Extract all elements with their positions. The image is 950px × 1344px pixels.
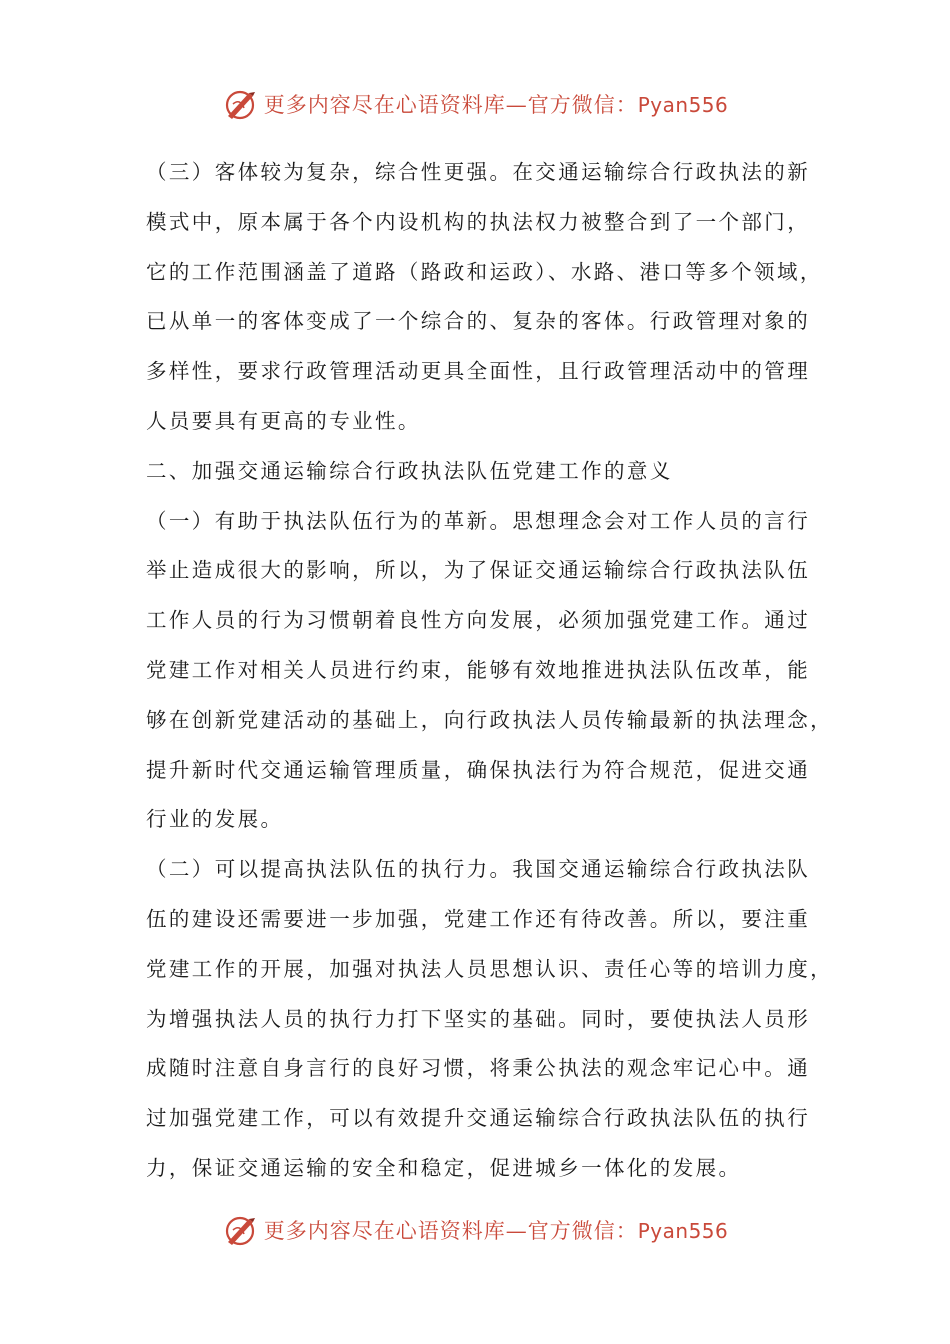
footer-banner [0, 1210, 950, 1250]
pen-in-circle-icon [222, 86, 258, 122]
body-line: （二）可以提高执法队伍的执行力。我国交通运输综合行政执法队 [146, 857, 811, 882]
body-line: （一）有助于执法队伍行为的革新。思想理念会对工作人员的言行 [146, 508, 811, 533]
document-body [146, 148, 833, 1194]
header-banner-main: 更多内容尽在心语资料库—官方微信： [263, 93, 638, 117]
body-line: 够在创新党建活动的基础上，向行政执法人员传输最新的执法理念， [146, 707, 833, 732]
body-line: 多样性，要求行政管理活动更具全面性，且行政管理活动中的管理 [146, 359, 811, 384]
body-line: 伍的建设还需要进一步加强，党建工作还有待改善。所以，要注重 [146, 906, 811, 931]
body-line: 党建工作的开展，加强对执法人员思想认识、责任心等的培训力度， [146, 956, 833, 981]
body-line: 举止造成很大的影响，所以，为了保证交通运输综合行政执法队伍 [146, 558, 811, 583]
body-line: 力，保证交通运输的安全和稳定，促进城乡一体化的发展。 [146, 1155, 742, 1180]
body-line: 过加强党建工作，可以有效提升交通运输综合行政执法队伍的执行 [146, 1106, 811, 1131]
footer-banner-text [264, 1215, 729, 1245]
pen-in-circle-icon [222, 1212, 258, 1248]
body-line: 工作人员的行为习惯朝着良性方向发展，必须加强党建工作。通过 [146, 608, 811, 633]
body-line: 行业的发展。 [146, 807, 284, 832]
body-line: 党建工作对相关人员进行约束，能够有效地推进执法队伍改革，能 [146, 657, 811, 682]
body-line: 模式中，原本属于各个内设机构的执法权力被整合到了一个部门， [146, 209, 811, 234]
body-line: 为增强执法人员的执行力打下坚实的基础。同时，要使执法人员形 [146, 1006, 811, 1031]
body-line: 它的工作范围涵盖了道路（路政和运政）、水路、港口等多个领域， [146, 259, 823, 284]
body-line: 人员要具有更高的专业性。 [146, 408, 421, 433]
section-heading: 二、加强交通运输综合行政执法队伍党建工作的意义 [146, 458, 673, 483]
header-banner [0, 84, 950, 124]
body-line: 已从单一的客体变成了一个综合的、复杂的客体。行政管理对象的 [146, 309, 811, 334]
header-banner-text [264, 89, 729, 119]
body-line: 提升新时代交通运输管理质量，确保执法行为符合规范，促进交通 [146, 757, 811, 782]
footer-banner-wechat-id: Pyan556 [637, 1219, 729, 1243]
body-line: 成随时注意自身言行的良好习惯，将秉公执法的观念牢记心中。通 [146, 1056, 811, 1081]
header-banner-wechat-id: Pyan556 [637, 93, 729, 117]
footer-banner-main: 更多内容尽在心语资料库—官方微信： [263, 1219, 638, 1243]
body-line: （三）客体较为复杂，综合性更强。在交通运输综合行政执法的新 [146, 160, 811, 184]
